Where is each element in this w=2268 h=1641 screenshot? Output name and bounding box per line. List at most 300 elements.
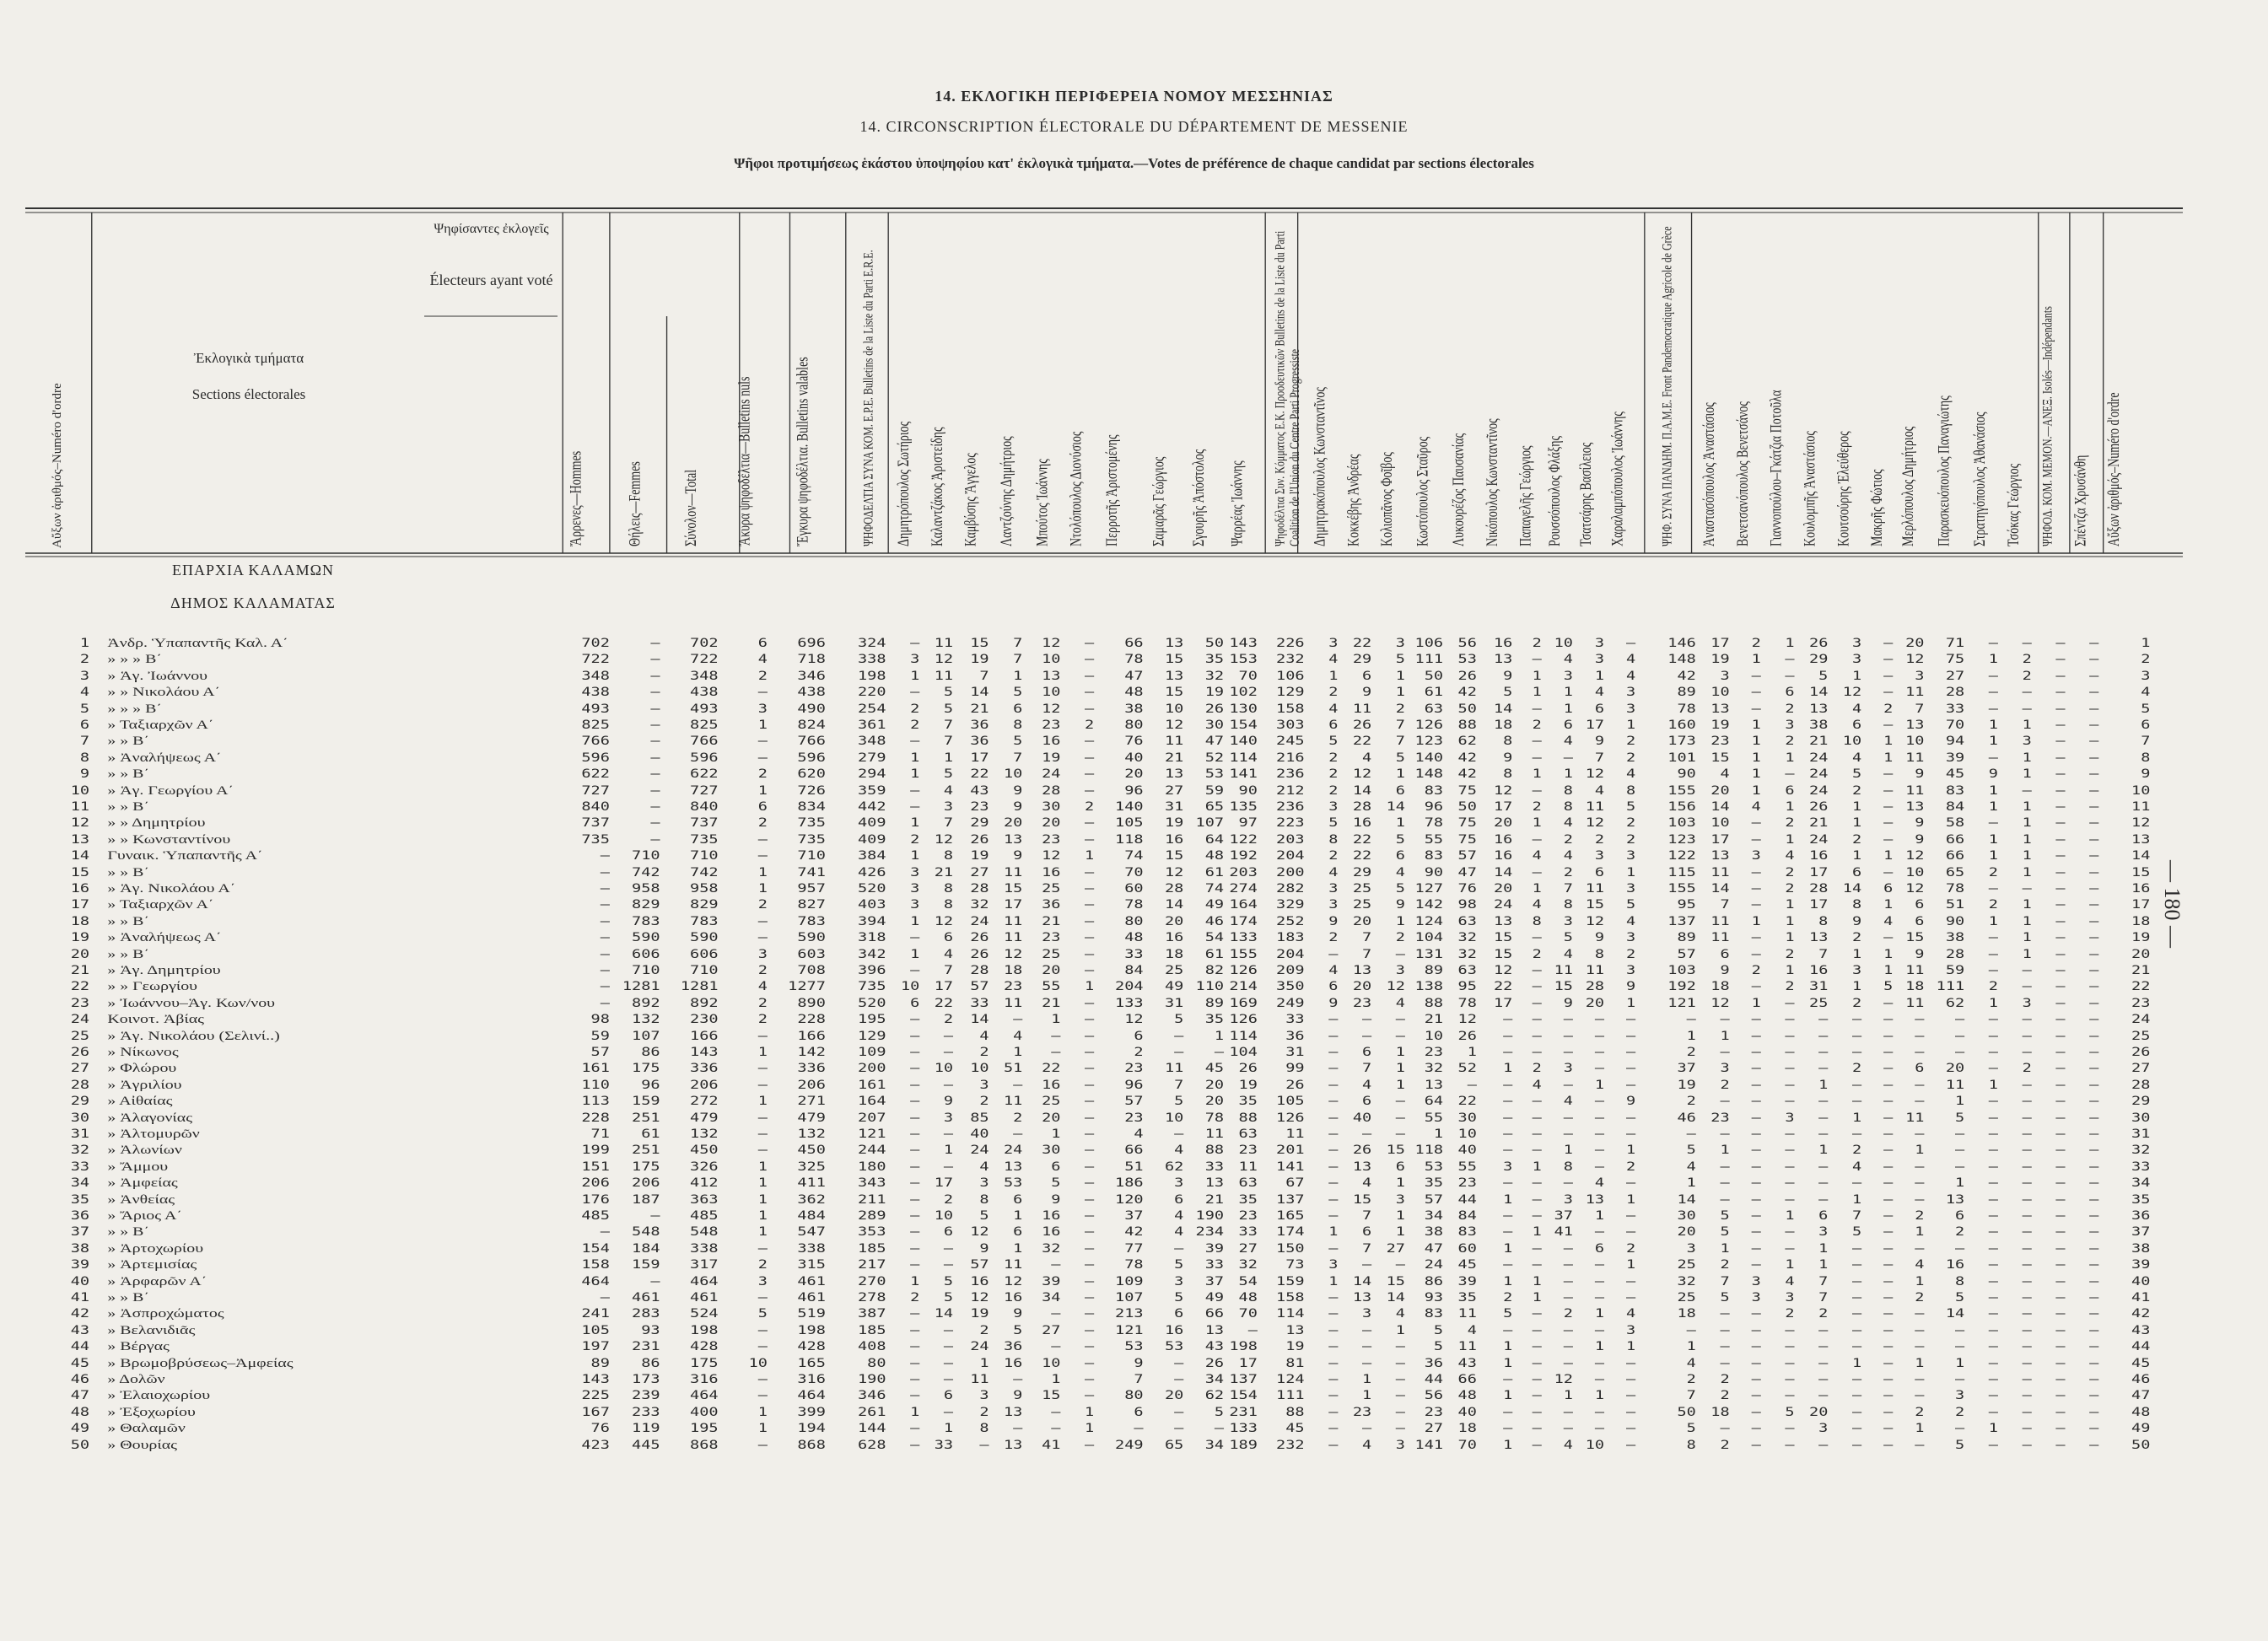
col-header-c13: Κολιοπᾶνος Φοῖβος — [1379, 452, 1397, 546]
cell-value: 109 — [1115, 1274, 1144, 1289]
cell-value: 10 — [1164, 1111, 1184, 1125]
cell-value: 11 — [1457, 1340, 1477, 1354]
cell-value: — — [1785, 1176, 1795, 1191]
cell-value: 16 — [1493, 849, 1513, 864]
cell-value: — — [1883, 1405, 1894, 1419]
cell-value: 6 — [1051, 1159, 1061, 1174]
cell-value: 1 — [1851, 1111, 1862, 1125]
cell-value: 1 — [1532, 882, 1542, 896]
cell-value: — — [1563, 1405, 1573, 1419]
row-number: 5 — [79, 702, 90, 716]
cell-value: — — [1532, 734, 1542, 749]
row-number-right: 3 — [2141, 669, 2151, 683]
col-sections-gr: Ἐκλογικὰ τμήματα — [193, 350, 304, 366]
cell-value: — — [1818, 1356, 1829, 1370]
col-header-c9: Σγουρῆς Ἀπόστολος — [1191, 449, 1209, 546]
cell-value: 206 — [690, 1078, 719, 1092]
cell-value: 23 — [1457, 1176, 1477, 1191]
cell-value: — — [1883, 1143, 1894, 1158]
cell-value: — — [1085, 1291, 1095, 1305]
cell-value: 31 — [1164, 996, 1184, 1010]
cell-value: — — [2089, 947, 2099, 961]
cell-value: 957 — [797, 882, 826, 896]
cell-value: 36 — [1424, 1356, 1444, 1370]
section-label: » Ἄμμου — [107, 1159, 169, 1174]
cell-value: 26 — [1809, 800, 1829, 814]
cell-value: 2 — [1626, 816, 1636, 831]
cell-value: 249 — [1276, 996, 1305, 1010]
cell-value: — — [1785, 1078, 1795, 1092]
cell-value: 6 — [1174, 1192, 1184, 1207]
cell-value: 1281 — [622, 980, 660, 994]
cell-value: — — [1751, 1307, 1761, 1321]
cell-value: 32 — [970, 898, 989, 912]
cell-value: — — [1532, 980, 1542, 994]
cell-value: 1 — [757, 718, 768, 732]
cell-value: 5 — [943, 1291, 954, 1305]
cell-value: 735 — [797, 832, 826, 847]
cell-value: — — [1883, 1111, 1894, 1125]
cell-value: 88 — [1285, 1405, 1305, 1419]
cell-value: 37 — [1677, 1062, 1696, 1076]
cell-value: 158 — [1276, 702, 1305, 716]
cell-value: 9 — [1013, 783, 1023, 798]
cell-value: 1 — [1883, 734, 1894, 749]
cell-value: 1 — [1503, 1274, 1513, 1289]
row-number-right: 47 — [2131, 1389, 2151, 1403]
section-label: » Βρωμοβρύσεως–Ἀμφείας — [107, 1356, 294, 1370]
page-number: — 180 — — [2160, 860, 2184, 948]
cell-value: 32 — [1238, 1258, 1258, 1272]
cell-value: 1 — [1988, 1078, 1998, 1092]
cell-value: — — [1328, 1127, 1339, 1141]
cell-value: 159 — [632, 1258, 660, 1272]
cell-value: 1 — [1395, 914, 1405, 928]
cell-value: 13 — [1809, 702, 1829, 716]
cell-value: 59 — [1945, 964, 1965, 977]
cell-value: 21 — [1164, 751, 1184, 765]
section-label: » Ἐλαιοχωρίου — [107, 1389, 211, 1403]
cell-value: 80 — [1124, 1389, 1144, 1403]
cell-value: 1 — [757, 1405, 768, 1419]
cell-value: — — [2055, 1143, 2066, 1158]
row-number-right: 22 — [2131, 980, 2151, 994]
cell-value: 1 — [910, 669, 920, 683]
cell-value: 16 — [970, 1274, 989, 1289]
cell-value: 25 — [1042, 1095, 1061, 1109]
cell-value: 20 — [1809, 1405, 1829, 1419]
cell-value: — — [2055, 1029, 2066, 1043]
cell-value: 38 — [1945, 931, 1965, 945]
table-row — [0, 914, 2268, 930]
cell-value: — — [1214, 1422, 1225, 1436]
cell-value: — — [1883, 1209, 1894, 1223]
cell-value: 9 — [1013, 1389, 1023, 1403]
cell-value: 9 — [1134, 1356, 1144, 1370]
cell-value: 8 — [1563, 1159, 1573, 1174]
cell-value: 11 — [1905, 964, 1925, 977]
cell-value: 17 — [1238, 1356, 1258, 1370]
cell-value: — — [1915, 1438, 1925, 1452]
cell-value: 23 — [970, 800, 989, 814]
cell-value: 121 — [857, 1127, 886, 1141]
cell-value: — — [1883, 1095, 1894, 1109]
cell-value: 11 — [1003, 996, 1023, 1010]
cell-value: 20 — [1042, 1111, 1061, 1125]
cell-value: 70 — [1238, 669, 1258, 683]
cell-value: 39 — [1457, 1274, 1477, 1289]
table-row — [0, 1192, 2268, 1208]
cell-value: 18 — [1710, 980, 1730, 994]
cell-value: 7 — [979, 669, 989, 683]
cell-value: — — [1085, 1340, 1095, 1354]
cell-value: 1 — [1503, 1438, 1513, 1452]
cell-value: — — [1532, 702, 1542, 716]
cell-value: — — [1563, 1127, 1573, 1141]
cell-value: 6 — [1013, 1225, 1023, 1240]
cell-value: 27 — [1945, 669, 1965, 683]
cell-value: — — [2055, 1389, 2066, 1403]
cell-value: — — [1851, 1323, 1862, 1337]
cell-value: 159 — [1276, 1274, 1305, 1289]
cell-value: 2 — [1988, 865, 1998, 880]
cell-value: 2 — [1686, 1373, 1696, 1386]
cell-value: 33 — [1238, 1225, 1258, 1240]
cell-value: 1 — [1751, 734, 1761, 749]
cell-value: 89 — [1677, 931, 1696, 945]
cell-value: 1 — [2022, 767, 2032, 782]
cell-value: 10 — [1554, 637, 1573, 650]
cell-value: — — [943, 1340, 954, 1354]
cell-value: 13 — [1493, 653, 1513, 667]
cell-value: 20 — [1042, 816, 1061, 831]
cell-value: — — [1883, 1307, 1894, 1321]
cell-value: 190 — [1195, 1209, 1225, 1223]
cell-value: — — [650, 653, 660, 667]
section-label: » Ἰωάννου–Ἁγ. Κων/νου — [107, 996, 276, 1010]
cell-value: — — [1851, 1258, 1862, 1272]
cell-value: 3 — [1626, 849, 1636, 864]
cell-value: 16 — [1493, 832, 1513, 847]
cell-value: 57 — [970, 1258, 989, 1272]
cell-value: — — [600, 931, 610, 945]
cell-value: — — [1594, 1013, 1605, 1027]
cell-value: 16 — [1809, 964, 1829, 977]
cell-value: 9 — [1594, 734, 1605, 749]
cell-value: 4 — [1720, 767, 1730, 782]
cell-value: 144 — [857, 1422, 886, 1436]
cell-value: 13 — [1352, 1159, 1372, 1174]
cell-value: 7 — [1134, 1373, 1144, 1386]
cell-value: 183 — [1276, 931, 1305, 945]
row-number-right: 19 — [2131, 931, 2151, 945]
cell-value: 10 — [1164, 702, 1184, 716]
row-number: 47 — [70, 1389, 90, 1403]
cell-value: — — [1851, 1274, 1862, 1289]
page-title-french: 14. CIRCONSCRIPTION ÉLECTORALE DU DÉPARTEMENT DE MESSENIE — [859, 118, 1409, 135]
cell-value: 6 — [1134, 1405, 1144, 1419]
cell-value: — — [1751, 1258, 1761, 1272]
row-number: 11 — [70, 800, 90, 814]
cell-value: 6 — [1134, 1029, 1144, 1043]
cell-value: 11 — [1905, 783, 1925, 798]
cell-value: 1 — [1013, 1046, 1023, 1059]
cell-value: 741 — [797, 865, 826, 880]
cell-value: 78 — [1457, 996, 1477, 1010]
cell-value: 5 — [1720, 1209, 1730, 1223]
cell-value: 1 — [1532, 669, 1542, 683]
cell-value: 1 — [1785, 832, 1795, 847]
cell-value: 23 — [1710, 1111, 1730, 1125]
cell-value: 4 — [1328, 653, 1339, 667]
section-label: » Ταξιαρχῶν Α΄ — [107, 898, 214, 912]
cell-value: — — [2022, 1078, 2032, 1092]
cell-value: — — [1503, 1225, 1513, 1240]
cell-value: — — [2055, 1095, 2066, 1109]
cell-value: 1 — [757, 1422, 768, 1436]
cell-value: 48 — [1238, 1291, 1258, 1305]
cell-value: — — [910, 1307, 920, 1321]
cell-value: — — [1883, 1062, 1894, 1076]
cell-value: 55 — [1424, 832, 1444, 847]
cell-value: — — [2089, 1389, 2099, 1403]
cell-value: 30 — [1457, 1111, 1477, 1125]
cell-value: 176 — [581, 1192, 610, 1207]
cell-value: 13 — [1905, 800, 1925, 814]
cell-value: — — [1626, 1062, 1636, 1076]
cell-value: 63 — [1424, 702, 1444, 716]
table-row — [0, 1176, 2268, 1192]
cell-value: 83 — [1457, 1225, 1477, 1240]
cell-value: 217 — [857, 1258, 886, 1272]
cell-value: 166 — [797, 1029, 826, 1043]
cell-value: 5 — [1851, 767, 1862, 782]
row-number: 4 — [79, 686, 90, 700]
cell-value: 18 — [1003, 964, 1023, 977]
row-number: 7 — [79, 734, 90, 749]
cell-value: 6 — [1720, 947, 1730, 961]
cell-value: 83 — [1945, 783, 1965, 798]
cell-value: 6 — [1851, 865, 1862, 880]
cell-value: 1 — [1851, 669, 1862, 683]
cell-value: — — [2089, 1291, 2099, 1305]
col-header-order_right: Αὔξων ἀριθμός–Numéro d'ordre — [2106, 392, 2124, 546]
table-row — [0, 1274, 2268, 1290]
cell-value: 2 — [1785, 865, 1795, 880]
cell-value: — — [1051, 1046, 1061, 1059]
cell-value: 3 — [1594, 849, 1605, 864]
cell-value: — — [1751, 1389, 1761, 1403]
cell-value: 6 — [1395, 1159, 1405, 1174]
cell-value: — — [1955, 1013, 1965, 1027]
cell-value: — — [1851, 1422, 1862, 1436]
cell-value: 10 — [1905, 734, 1925, 749]
cell-value: 11 — [1905, 1111, 1925, 1125]
cell-value: 4 — [1362, 1078, 1372, 1092]
cell-value: 14 — [970, 1013, 989, 1027]
cell-value: — — [1785, 1356, 1795, 1370]
cell-value: 42 — [1457, 767, 1477, 782]
cell-value: 9 — [1013, 800, 1023, 814]
cell-value: — — [910, 1323, 920, 1337]
cell-value: 44 — [1424, 1373, 1444, 1386]
row-number-right: 8 — [2141, 751, 2151, 765]
cell-value: 203 — [1229, 865, 1258, 880]
cell-value: — — [1883, 1029, 1894, 1043]
cell-value: 1 — [1626, 865, 1636, 880]
cell-value: — — [1085, 686, 1095, 700]
cell-value: — — [1818, 1389, 1829, 1403]
cell-value: 783 — [797, 914, 826, 928]
cell-value: — — [910, 783, 920, 798]
cell-value: 22 — [1352, 832, 1372, 847]
cell-value: — — [757, 751, 768, 765]
cell-value: — — [1988, 1029, 1998, 1043]
cell-value: — — [1362, 1356, 1372, 1370]
cell-value: — — [1503, 1095, 1513, 1109]
cell-value: 8 — [979, 1192, 989, 1207]
row-number: 39 — [70, 1258, 90, 1272]
cell-value: 766 — [581, 734, 610, 749]
cell-value: 10 — [934, 1209, 954, 1223]
row-number: 25 — [70, 1029, 90, 1043]
cell-value: — — [1915, 1127, 1925, 1141]
cell-value: — — [2055, 849, 2066, 864]
cell-value: — — [650, 783, 660, 798]
cell-value: 239 — [632, 1389, 660, 1403]
cell-value: 26 — [1809, 637, 1829, 650]
cell-value: 7 — [1395, 734, 1405, 749]
cell-value: — — [1013, 1078, 1023, 1092]
cell-value: 51 — [1124, 1159, 1144, 1174]
cell-value: — — [1883, 1013, 1894, 1027]
cell-value: 15 — [1042, 1389, 1061, 1403]
cell-value: 10 — [934, 1062, 954, 1076]
cell-value: — — [1955, 1046, 1965, 1059]
row-number-right: 49 — [2131, 1422, 2151, 1436]
cell-value: — — [1051, 1422, 1061, 1436]
cell-value: 26 — [970, 931, 989, 945]
cell-value: 21 — [1809, 734, 1829, 749]
cell-value: 1 — [910, 751, 920, 765]
cell-value: 13 — [1003, 1159, 1023, 1174]
table-row — [0, 685, 2268, 701]
cell-value: — — [1174, 1422, 1184, 1436]
cell-value: — — [2022, 1225, 2032, 1240]
cell-value: 153 — [1229, 653, 1258, 667]
cell-value: 42 — [1457, 751, 1477, 765]
cell-value: — — [910, 686, 920, 700]
cell-value: 27 — [1164, 783, 1184, 798]
cell-value: — — [2022, 1095, 2032, 1109]
cell-value: 1 — [757, 865, 768, 880]
cell-value: 109 — [857, 1046, 886, 1059]
cell-value: — — [1988, 686, 1998, 700]
cell-value: 15 — [1003, 882, 1023, 896]
cell-value: 192 — [1667, 980, 1696, 994]
cell-value: — — [2055, 1291, 2066, 1305]
col-header-c14: Κωστόπουλος Σταῦρος — [1414, 436, 1432, 546]
cell-value: 33 — [1285, 1013, 1305, 1027]
cell-value: 1 — [757, 882, 768, 896]
cell-value: — — [2089, 1143, 2099, 1158]
cell-value: — — [1085, 882, 1095, 896]
cell-value: — — [1988, 1241, 1998, 1256]
cell-value: — — [943, 1323, 954, 1337]
row-number-right: 38 — [2131, 1241, 2151, 1256]
cell-value: — — [1085, 1046, 1095, 1059]
cell-value: — — [1751, 1013, 1761, 1027]
cell-value: 1 — [910, 947, 920, 961]
cell-value: 94 — [1945, 734, 1965, 749]
cell-value: — — [1085, 964, 1095, 977]
cell-value: — — [2089, 931, 2099, 945]
cell-value: 6 — [1362, 669, 1372, 683]
cell-value: 484 — [797, 1209, 826, 1223]
cell-value: 1 — [1395, 686, 1405, 700]
cell-value: — — [1328, 1029, 1339, 1043]
cell-value: — — [1362, 1422, 1372, 1436]
cell-value: — — [1915, 1013, 1925, 1027]
cell-value: 98 — [1457, 898, 1477, 912]
cell-value: — — [1751, 1405, 1761, 1419]
cell-value: — — [1085, 947, 1095, 961]
cell-value: 3 — [1851, 964, 1862, 977]
table-row — [0, 1438, 2268, 1454]
cell-value: — — [2055, 832, 2066, 847]
col-voters-group-fr: Électeurs ayant voté — [429, 272, 553, 288]
cell-value: 14 — [934, 1307, 954, 1321]
cell-value: 423 — [581, 1438, 610, 1452]
cell-value: 7 — [1013, 653, 1023, 667]
cell-value: — — [1686, 1323, 1696, 1337]
cell-value: 3 — [757, 947, 768, 961]
cell-value: 7 — [1362, 931, 1372, 945]
cell-value: 49 — [1204, 1291, 1225, 1305]
cell-value: — — [1013, 1422, 1023, 1436]
cell-value: — — [1328, 1323, 1339, 1337]
cell-value: — — [1988, 669, 1998, 683]
row-number-right: 42 — [2131, 1307, 2151, 1321]
cell-value: 2 — [1851, 1062, 1862, 1076]
cell-value: — — [1085, 1356, 1095, 1370]
cell-value: — — [2089, 1422, 2099, 1436]
cell-value: 361 — [857, 718, 886, 732]
table-row — [0, 783, 2268, 799]
cell-value: 4 — [943, 783, 954, 798]
cell-value: 26 — [970, 832, 989, 847]
cell-value: 104 — [1229, 1046, 1258, 1059]
cell-value: 596 — [797, 751, 826, 765]
cell-value: 4 — [1626, 669, 1636, 683]
cell-value: 5 — [943, 1274, 954, 1289]
cell-value: — — [1085, 1029, 1095, 1043]
cell-value: 63 — [1457, 914, 1477, 928]
cell-value: — — [1532, 865, 1542, 880]
cell-value: 735 — [797, 816, 826, 831]
cell-value: 5 — [1785, 1405, 1795, 1419]
cell-value: 28 — [1352, 800, 1372, 814]
cell-value: — — [1751, 1340, 1761, 1354]
cell-value: 132 — [632, 1013, 660, 1027]
cell-value: — — [1532, 1013, 1542, 1027]
cell-value: — — [2055, 1422, 2066, 1436]
cell-value: 20 — [1710, 783, 1730, 798]
cell-value: 9 — [1594, 931, 1605, 945]
cell-value: 42 — [1677, 669, 1696, 683]
cell-value: 17 — [1493, 800, 1513, 814]
cell-value: 1 — [757, 1209, 768, 1223]
